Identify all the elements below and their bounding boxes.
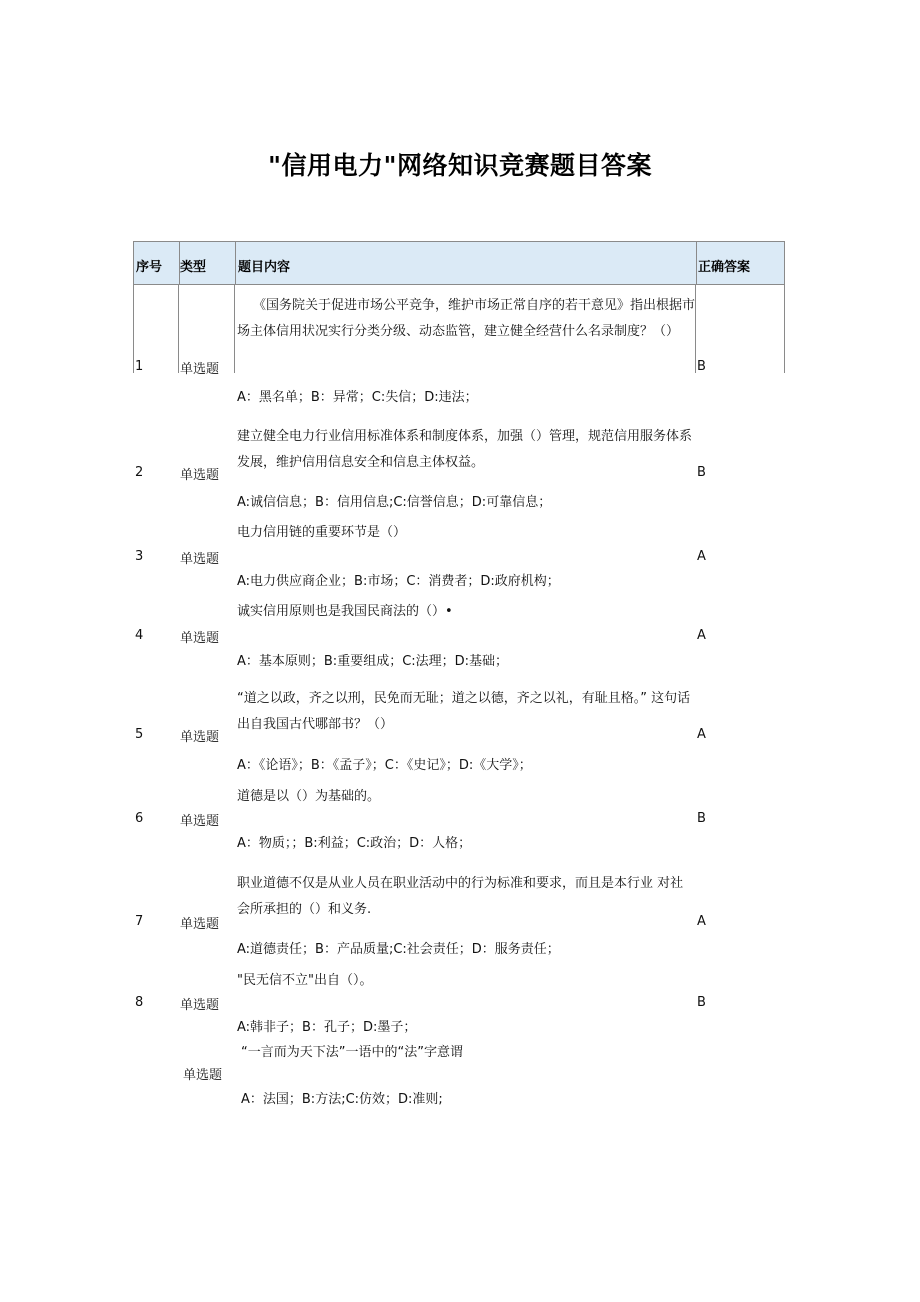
row-type: 单选题 bbox=[180, 631, 220, 646]
page-title: "信用电力"网络知识竞赛题目答案 bbox=[267, 151, 653, 180]
row-type: 单选题 bbox=[180, 362, 220, 377]
answer-options: A：基本原则；B:重要组成；C:法理；D:基础； bbox=[237, 654, 509, 669]
row-num: 7 bbox=[135, 914, 144, 929]
answer-options: A：黑名单；B：异常；C:失信；D:违法； bbox=[237, 390, 478, 405]
row-type: 单选题 bbox=[180, 468, 220, 483]
table-header bbox=[133, 241, 785, 285]
row-type: 单选题 bbox=[180, 917, 220, 932]
question-text: 诚实信用原则也是我国民商法的（）• bbox=[237, 604, 453, 619]
row-type: 单选题 bbox=[180, 552, 220, 567]
row-num: 4 bbox=[135, 628, 144, 643]
correct-answer: A bbox=[697, 727, 706, 742]
question-text: “一言而为天下法”一语中的“法”字意谓 bbox=[241, 1045, 463, 1060]
row-num: 1 bbox=[135, 359, 144, 374]
row-num: 6 bbox=[135, 811, 144, 826]
correct-answer: B bbox=[697, 811, 706, 826]
answer-options: A：法国；B:方法;C:仿效；D:准则; bbox=[241, 1092, 443, 1107]
question-text: 建立健全电力行业信用标准体系和制度体系，加强（）管理，规范信用服务体系发展，维护信用信息安全和信息主体权益。 bbox=[237, 429, 693, 470]
row-num: 2 bbox=[135, 465, 144, 480]
header-content: 题目内容 bbox=[238, 260, 291, 275]
row-type: 单选题 bbox=[180, 814, 220, 829]
question-text: 道德是以（）为基础的。 bbox=[237, 789, 381, 804]
question-text: 《国务院关于促进市场公平竞争，维护市场正常自序的若干意见》指出根据市场主体信用状况实行分类分级、动态监管，建立健全经营什么名录制度？（） bbox=[237, 298, 696, 339]
question-text: “道之以政，齐之以刑，民免而无耻；道之以德，齐之以礼，有耻且格。” 这句话出自我国古代哪部书？（） bbox=[237, 691, 691, 732]
answer-options: A：物质；；B:利益；C:政治；D：人格； bbox=[237, 836, 472, 851]
row-type: 单选题 bbox=[180, 998, 220, 1013]
question-text: 职业道德不仅是从业人员在职业活动中的行为标准和要求，而且是本行业 对社会所承担的（）和义务. bbox=[237, 876, 684, 917]
answer-options: A:诚信信息；B：信用信息;C:信誉信息；D:可靠信息； bbox=[237, 495, 552, 510]
correct-answer: B bbox=[697, 359, 706, 374]
row-num: 8 bbox=[135, 995, 144, 1010]
answer-options: A:韩非子；B：孔子；D:墨子； bbox=[237, 1020, 417, 1035]
correct-answer: B bbox=[697, 465, 706, 480]
correct-answer: A bbox=[697, 628, 706, 643]
column-divider bbox=[696, 242, 697, 284]
correct-answer: A bbox=[697, 914, 706, 929]
column-divider bbox=[235, 242, 236, 284]
row-num: 3 bbox=[135, 549, 144, 564]
answer-options: A:电力供应商企业；B:市场；C：消费者；D:政府机构； bbox=[237, 574, 560, 589]
correct-answer: A bbox=[697, 549, 706, 564]
header-num: 序号 bbox=[136, 260, 163, 275]
row-num: 5 bbox=[135, 727, 144, 742]
question-text: 电力信用链的重要环节是（） bbox=[237, 525, 407, 540]
row-type: 单选题 bbox=[183, 1068, 223, 1083]
answer-options: A：《论语》；B：《孟子》；C：《史记》；D:《大学》； bbox=[237, 758, 532, 773]
answer-options: A:道德责任；B：产品质量;C:社会责任；D：服务责任； bbox=[237, 942, 560, 957]
correct-answer: B bbox=[697, 995, 706, 1010]
question-text: "民无信不立"出自（）。 bbox=[237, 973, 373, 988]
row-type: 单选题 bbox=[180, 730, 220, 745]
header-type: 类型 bbox=[180, 260, 207, 275]
header-answer: 正确答案 bbox=[698, 260, 751, 275]
